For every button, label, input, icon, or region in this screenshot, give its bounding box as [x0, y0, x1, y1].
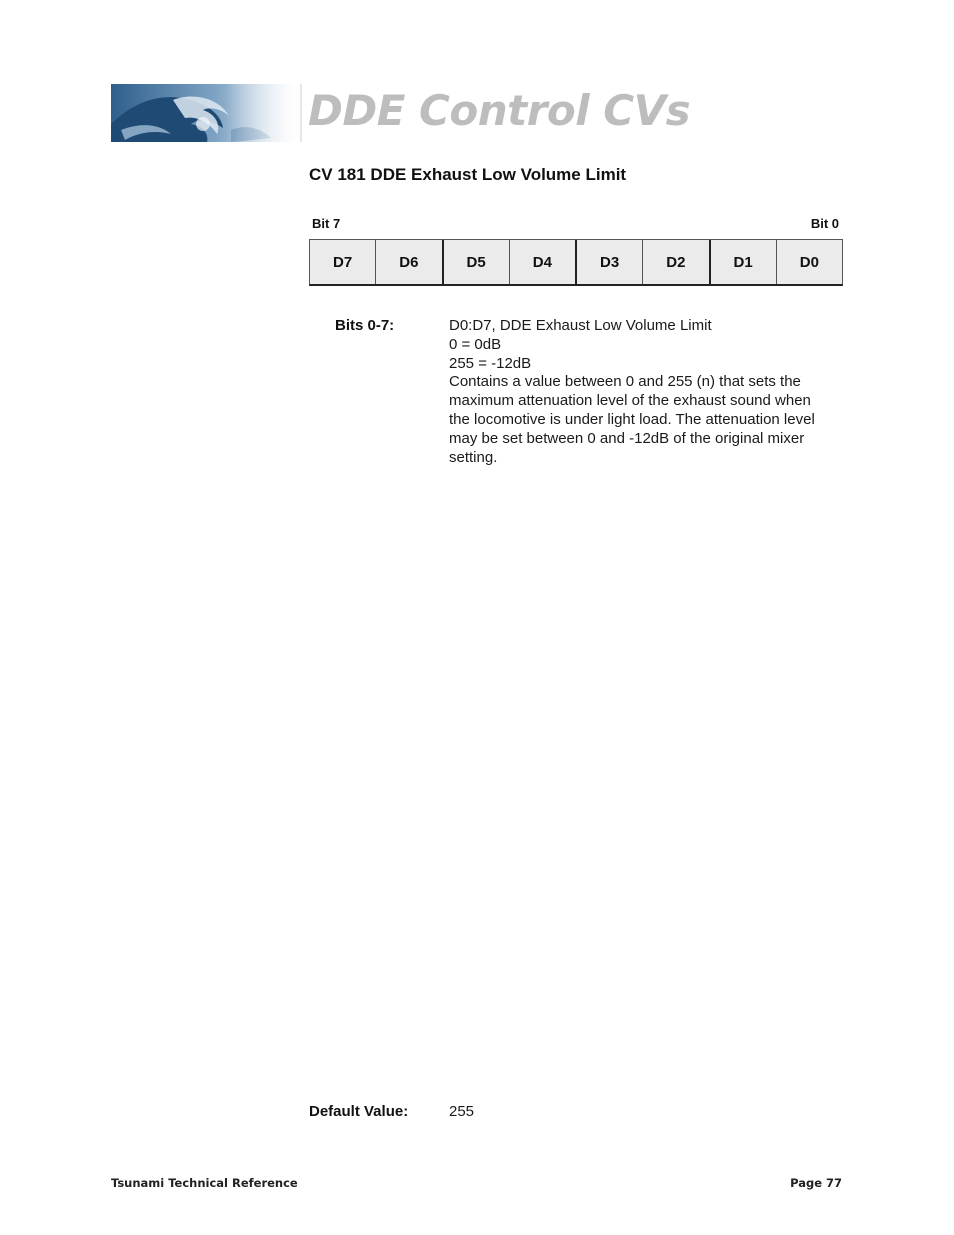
- bit-cell-d6: D6: [376, 240, 443, 284]
- default-value-label: Default Value:: [309, 1103, 409, 1120]
- bit-low-label: Bit 0: [810, 216, 839, 231]
- bit-cell-d7: D7: [310, 240, 376, 284]
- definition-line: D0:D7, DDE Exhaust Low Volume Limit: [449, 317, 712, 334]
- definition-line: Contains a value between 0 and 255 (n) that sets the: [449, 373, 801, 391]
- bit-table: [309, 239, 843, 286]
- bit-cell-d2: D2: [643, 240, 710, 284]
- bit-cell-d4: D4: [510, 240, 577, 284]
- definition-label: Bits 0-7:: [335, 317, 395, 334]
- title-divider: [300, 84, 302, 142]
- page-title: DDE Control CVs: [308, 86, 691, 135]
- definition-line: 255 = -12dB: [449, 354, 532, 372]
- footer-page-number: Page 77: [790, 1176, 842, 1190]
- wave-logo-icon: [111, 84, 301, 142]
- bit-high-label: Bit 7: [312, 216, 341, 231]
- cv-heading: CV 181 DDE Exhaust Low Volume Limit: [309, 165, 627, 184]
- definition-line: 0 = 0dB: [449, 335, 502, 353]
- definition-line: may be set between 0 and -12dB of the original mixer: [449, 429, 805, 447]
- footer-doc-title: Tsunami Technical Reference: [111, 1176, 298, 1190]
- definition-line: the locomotive is under light load. The attenuation level: [449, 410, 815, 428]
- definition-line: setting.: [449, 448, 498, 466]
- bit-cell-d5: D5: [444, 240, 510, 284]
- bit-cell-d3: D3: [577, 240, 643, 284]
- definition-line: maximum attenuation level of the exhaust sound when: [449, 392, 811, 410]
- default-value: 255: [449, 1103, 475, 1120]
- bit-cell-d1: D1: [711, 240, 777, 284]
- definition-body: [449, 317, 844, 467]
- bit-cell-d0: D0: [799, 253, 819, 271]
